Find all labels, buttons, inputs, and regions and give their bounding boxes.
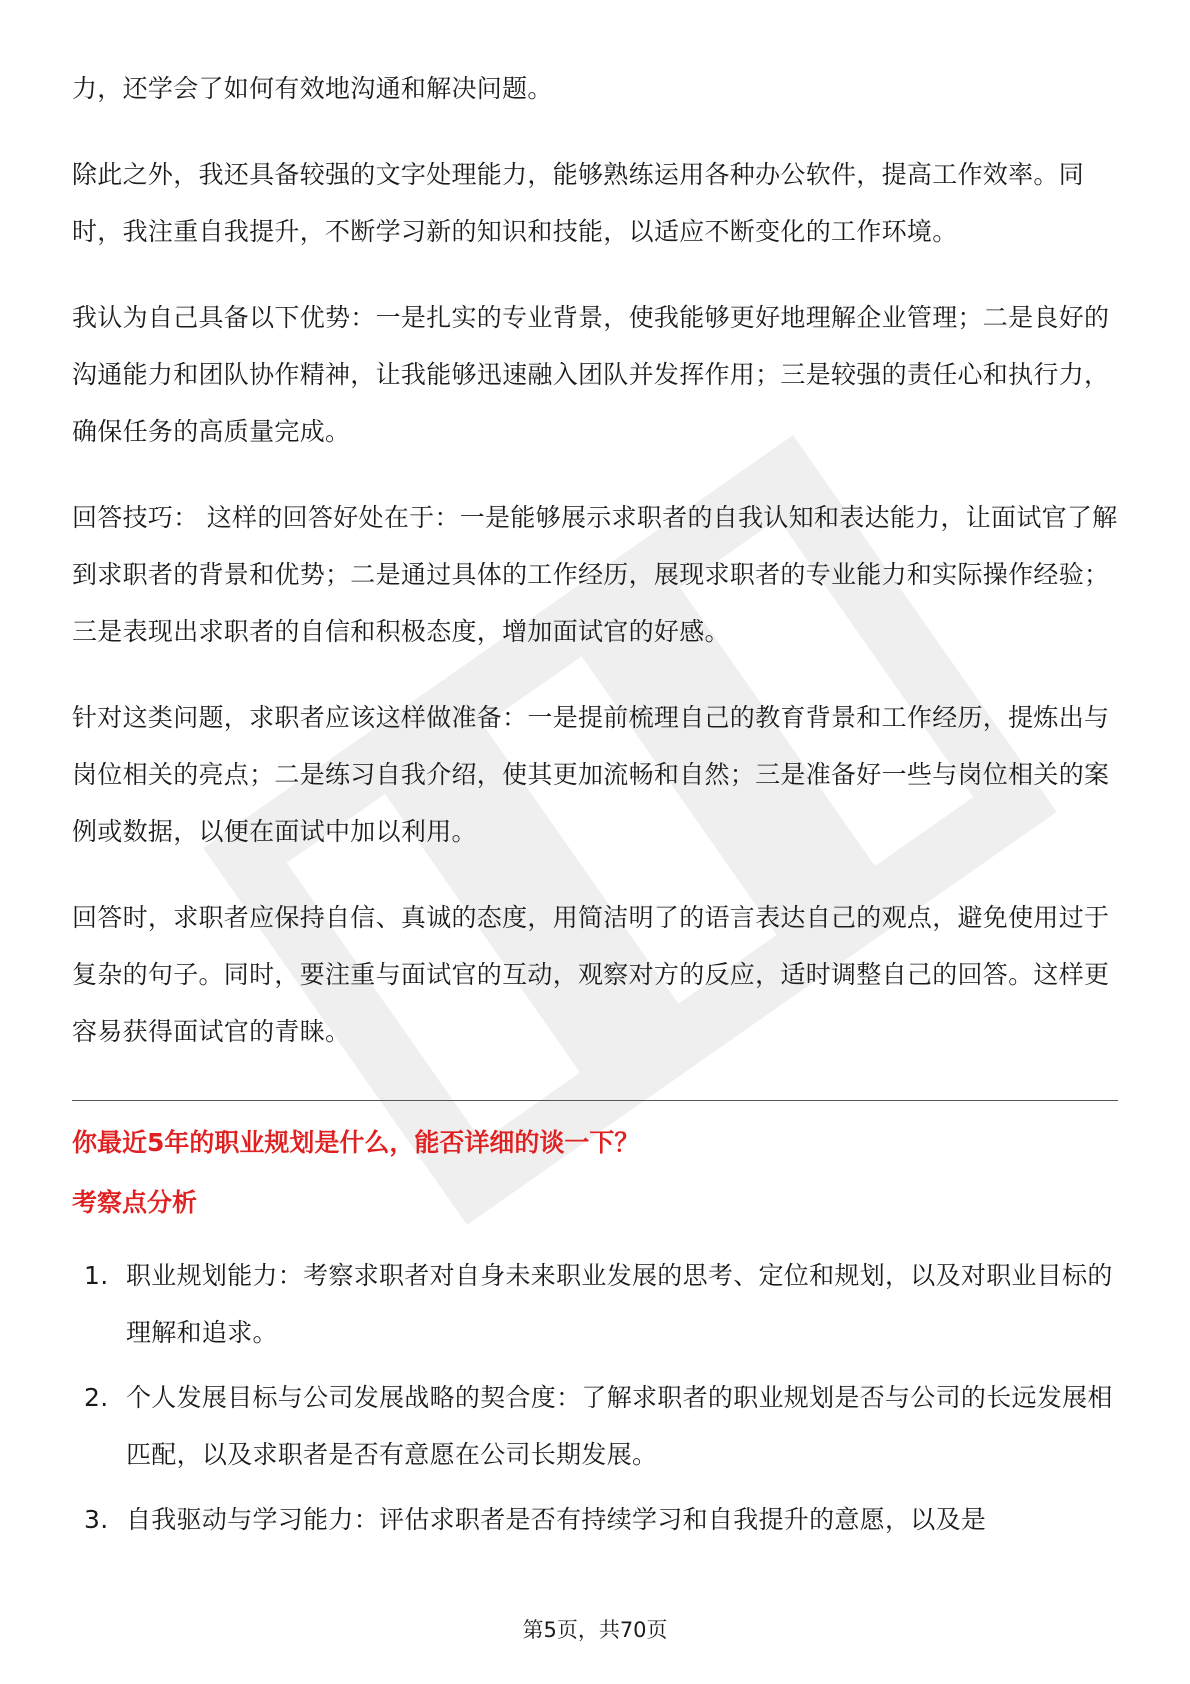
list-number: 1. — [84, 1261, 109, 1290]
document-body — [72, 60, 1118, 1556]
paragraph-5: 针对这类问题，求职者应该这样做准备：一是提前梳理自己的教育背景和工作经历，提炼出与岗位相关的亮点；二是练习自我介绍，使其更加流畅和自然；三是准备好一些与岗位相关的案例或数据，以便在面试中加以利用。 — [72, 703, 1110, 846]
list-item — [72, 1247, 1118, 1361]
list-text: 个人发展目标与公司发展战略的契合度：了解求职者的职业规划是否与公司的长远发展相匹配，以及求职者是否有意愿在公司长期发展。 — [126, 1383, 1113, 1469]
question-heading: 你最近5年的职业规划是什么，能否详细的谈一下？ — [72, 1128, 640, 1157]
list-text: 自我驱动与学习能力：评估求职者是否有持续学习和自我提升的意愿，以及是 — [126, 1505, 987, 1534]
list-text: 职业规划能力：考察求职者对自身未来职业发展的思考、定位和规划，以及对职业目标的理解和追求。 — [126, 1261, 1113, 1347]
paragraph-2: 除此之外，我还具备较强的文字处理能力，能够熟练运用各种办公软件，提高工作效率。同时，我注重自我提升，不断学习新的知识和技能，以适应不断变化的工作环境。 — [72, 160, 1085, 246]
page-footer: 第5页，共70页 — [522, 1618, 668, 1642]
list-item — [72, 1369, 1118, 1483]
analysis-heading: 考察点分析 — [72, 1188, 198, 1217]
list-number: 2. — [84, 1383, 109, 1412]
list-number: 3. — [84, 1505, 109, 1534]
paragraph-1: 力，还学会了如何有效地沟通和解决问题。 — [72, 74, 553, 103]
analysis-list — [72, 1247, 1118, 1548]
section-divider — [72, 1100, 1118, 1101]
paragraph-3: 我认为自己具备以下优势：一是扎实的专业背景，使我能够更好地理解企业管理；二是良好的沟通能力和团队协作精神，让我能够迅速融入团队并发挥作用；三是较强的责任心和执行力，确保任务的高质量完成。 — [72, 303, 1110, 446]
paragraph-6: 回答时，求职者应保持自信、真诚的态度，用简洁明了的语言表达自己的观点，避免使用过于复杂的句子。同时，要注重与面试官的互动，观察对方的反应，适时调整自己的回答。这样更容易获得面试官的青睐。 — [72, 903, 1110, 1046]
list-item — [72, 1491, 1118, 1548]
paragraph-4: 回答技巧： 这样的回答好处在于：一是能够展示求职者的自我认知和表达能力，让面试官了解到求职者的背景和优势；二是通过具体的工作经历，展现求职者的专业能力和实际操作经验；三是表现出求职者的自信和积极态度，增加面试官的好感。 — [72, 503, 1118, 646]
